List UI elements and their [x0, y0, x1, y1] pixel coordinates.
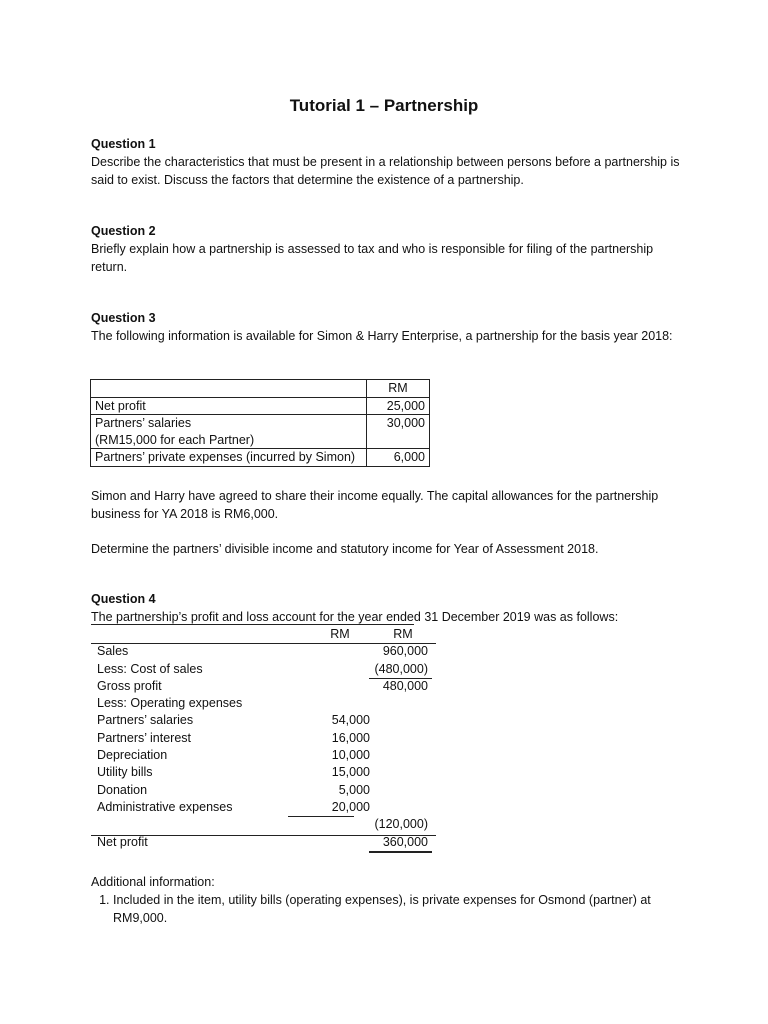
question-3-intro: The following information is available for Simon & Harry Enterprise, a partnership for the basis year 2018: — [91, 329, 673, 343]
table-cell-label: (RM15,000 for each Partner) — [91, 432, 367, 449]
question-3-text-2: Determine the partners’ divisible income and statutory income for Year of Assessment 2018. — [91, 542, 599, 556]
pl-row-label: Donation — [97, 782, 148, 797]
additional-info-heading: Additional information: — [91, 875, 215, 889]
pl-row-label: Depreciation — [97, 748, 168, 763]
pl-row-label: Net profit — [97, 834, 148, 849]
table-cell-label: Net profit — [91, 397, 367, 415]
table-row — [91, 432, 430, 449]
pl-column-header-1: RM — [330, 627, 350, 641]
pl-row — [91, 661, 436, 678]
pl-row-value-2: 960,000 — [382, 644, 428, 659]
question-4-intro-rest: d 31 December 2019 was as follows: — [413, 610, 619, 624]
list-item: 1. Included in the item, utility bills (operating expenses), is private expenses for Osmond (partner) at RM9,000. — [113, 892, 671, 927]
pl-row-label: Less: Operating expenses — [97, 696, 243, 711]
pl-row-label: Administrative expenses — [97, 799, 233, 814]
table-cell-value: 25,000 — [367, 397, 430, 415]
table-cell-label: Partners’ salaries — [91, 415, 367, 432]
pl-row — [91, 730, 436, 747]
question-3-table — [90, 379, 430, 467]
pl-row — [91, 747, 436, 764]
table-row — [91, 415, 430, 432]
pl-row-label: Less: Cost of sales — [97, 661, 203, 676]
pl-row — [91, 799, 436, 816]
question-3-heading: Question 3 — [91, 311, 156, 325]
table-cell-value: 6,000 — [367, 449, 430, 467]
pl-row-value-2: 480,000 — [382, 678, 428, 693]
pl-row-value-1: 10,000 — [331, 748, 370, 763]
pl-row-value-1: 5,000 — [338, 782, 370, 797]
pl-row-value-2: 360,000 — [382, 834, 428, 849]
pl-row — [91, 678, 436, 695]
pl-row-value-2: (120,000) — [374, 817, 428, 832]
table-row — [91, 449, 430, 467]
question-3-text-1: Simon and Harry have agreed to share their income equally. The capital allowances for the partnership business for YA 2018 is RM6,000. — [91, 489, 659, 521]
pl-row-value-1: 54,000 — [331, 713, 370, 728]
pl-row — [91, 712, 436, 729]
profit-loss-statement — [91, 626, 436, 851]
subtotal-rule — [369, 678, 432, 679]
question-4-intro-underlined: The partnership’s profit and loss account for the year ende — [91, 610, 414, 624]
pl-row-label: Partners’ salaries — [97, 713, 194, 728]
table-cell-label: Partners’ private expenses (incurred by Simon) — [91, 449, 367, 467]
pl-row-value-2: (480,000) — [374, 661, 428, 676]
pl-row-value-1: 16,000 — [331, 730, 370, 745]
question-2-heading: Question 2 — [91, 224, 156, 238]
pl-row — [91, 816, 436, 833]
pl-row — [91, 695, 436, 712]
question-2-text: Briefly explain how a partnership is assessed to tax and who is responsible for filing of the partnership return. — [91, 242, 654, 274]
header-rule — [91, 643, 436, 644]
section-rule — [91, 835, 436, 836]
table-cell-value: 30,000 — [367, 415, 430, 432]
pl-row — [91, 834, 436, 851]
table-header-row — [91, 380, 430, 398]
table-header-currency: RM — [367, 380, 430, 398]
pl-row — [91, 782, 436, 799]
question-4-heading: Question 4 — [91, 592, 156, 606]
pl-row-label: Sales — [97, 644, 129, 659]
pl-row-value-1: 20,000 — [331, 799, 370, 814]
question-1-text: Describe the characteristics that must be present in a relationship between persons before a partnership is said to exist. Discuss the factors that determine the existence of a partnership. — [91, 155, 680, 187]
question-4-intro — [91, 609, 681, 627]
pl-row-label: Partners’ interest — [97, 730, 192, 745]
pl-row-value-1: 15,000 — [331, 765, 370, 780]
table-header-blank — [91, 380, 367, 398]
table-row — [91, 397, 430, 415]
additional-info-list — [91, 892, 671, 927]
page-title: Tutorial 1 – Partnership — [289, 96, 479, 115]
pl-column-header-2: RM — [393, 627, 413, 641]
pl-row — [91, 643, 436, 660]
pl-row-label: Gross profit — [97, 678, 162, 693]
table-cell-value — [367, 432, 430, 449]
net-profit-rule-bottom — [369, 852, 432, 853]
expenses-total-rule — [288, 816, 354, 817]
pl-row-label: Utility bills — [97, 765, 153, 780]
question-1-heading: Question 1 — [91, 137, 156, 151]
pl-header-row — [91, 626, 436, 643]
pl-row — [91, 764, 436, 781]
